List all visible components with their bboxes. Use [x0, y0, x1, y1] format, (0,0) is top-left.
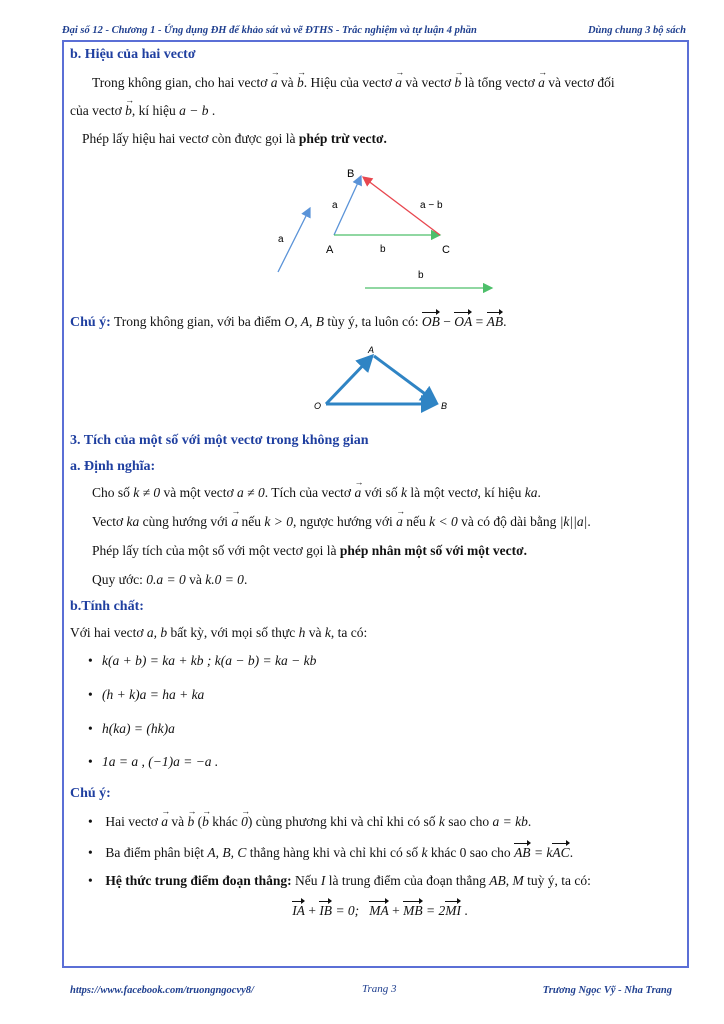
properties-title: b.Tính chất: — [70, 599, 144, 614]
vector-AB-2 — [374, 356, 436, 402]
definition-line3: Phép lấy tích của một số với một vectơ gọi là phép nhân một số với một vectơ. — [92, 543, 527, 558]
vector-AB — [334, 176, 361, 235]
note1: Chú ý: Trong không gian, với ba điểm O, A, B tùy ý, ta luôn có: OB − OA = AB. — [70, 311, 690, 332]
note2-title: Chú ý: — [70, 786, 111, 801]
label-b-base: b — [380, 244, 386, 255]
label-A: A — [326, 244, 334, 256]
property-3: • h(ka) = (hk)a — [88, 721, 175, 736]
page-number: Trang 3 — [362, 983, 397, 995]
convention-line: Quy ước: 0.a = 0 và k.0 = 0. — [92, 572, 248, 587]
header-left: Đại số 12 - Chương 1 - Ứng dụng ĐH để khảo sát và vẽ ĐTHS - Trắc nghiệm và tự luận 4 phần — [62, 25, 477, 36]
label-a-minus-b: a − b — [420, 200, 443, 211]
footer-link[interactable]: https://www.facebook.com/truongngocvy8/ — [70, 985, 254, 996]
note2-item3: • Hệ thức trung điểm đoạn thẳng: Nếu I là trung điểm của đoạn thẳng AB, M tuỳ ý, ta có: — [88, 873, 591, 888]
page-header — [0, 0, 724, 40]
midpoint-formula: IA + IB = 0; MA + MB = 2MI . — [70, 900, 690, 920]
label-B-2: B — [441, 401, 448, 411]
note2-item1: • Hai vectơ → a và → b (→ b khác → 0) cùng phương khi và chỉ khi có số k sao cho a = kb. — [70, 813, 708, 831]
label-a-free: a — [278, 234, 284, 245]
section-b-para2: của vectơ → b, kí hiệu a − b . — [70, 102, 690, 120]
label-O: O — [314, 401, 322, 411]
label-C: C — [442, 244, 450, 256]
label-a-side: a — [332, 200, 338, 211]
label-A-2: A — [368, 345, 375, 355]
triangle-OAB-figure — [308, 342, 458, 417]
property-2: • (h + k)a = ha + ka — [88, 687, 205, 702]
label-b-free: b — [418, 270, 424, 281]
footer-author: Trương Ngọc Vỹ - Nha Trang — [542, 985, 672, 996]
section-b-title: b. Hiệu của hai vectơ — [70, 47, 196, 62]
section3-title: 3. Tích của một số với một vectơ trong không gian — [70, 433, 369, 448]
property-1: • k(a + b) = ka + kb ; k(a − b) = ka − kb — [88, 653, 317, 668]
section-b-para3: Phép lấy hiệu hai vectơ còn được gọi là phép trừ vectơ. — [82, 131, 387, 146]
label-B: B — [347, 168, 355, 180]
note2-item2: • Ba điểm phân biệt A, B, C thẳng hàng khi và chỉ khi có số k khác 0 sao cho AB = kAC. — [70, 842, 708, 862]
properties-intro: Với hai vectơ a, b bất kỳ, với mọi số thực h và k, ta có: — [70, 625, 368, 640]
vector-difference-figure — [270, 160, 510, 300]
definition-title: a. Định nghĩa: — [70, 459, 156, 474]
header-right: Dùng chung 3 bộ sách — [587, 25, 686, 36]
property-4: • 1a = a , (−1)a = −a . — [88, 754, 219, 769]
definition-line2: Vectơ ka cùng hướng với → a nếu k > 0, ngược hướng với → a nếu k < 0 và có độ dài bằng |k||a|. — [70, 513, 712, 531]
definition-line1: Cho số k ≠ 0 và một vectơ a ≠ 0. Tích của vectơ → a với số k là một vectơ, kí hiệu ka. — [70, 484, 712, 502]
section-b-para1: Trong không gian, cho hai vectơ → a và → b. Hiệu của vectơ → a và vectơ → b là tổng vectơ → a và vectơ đối — [70, 74, 712, 92]
vector-OA — [326, 356, 372, 404]
